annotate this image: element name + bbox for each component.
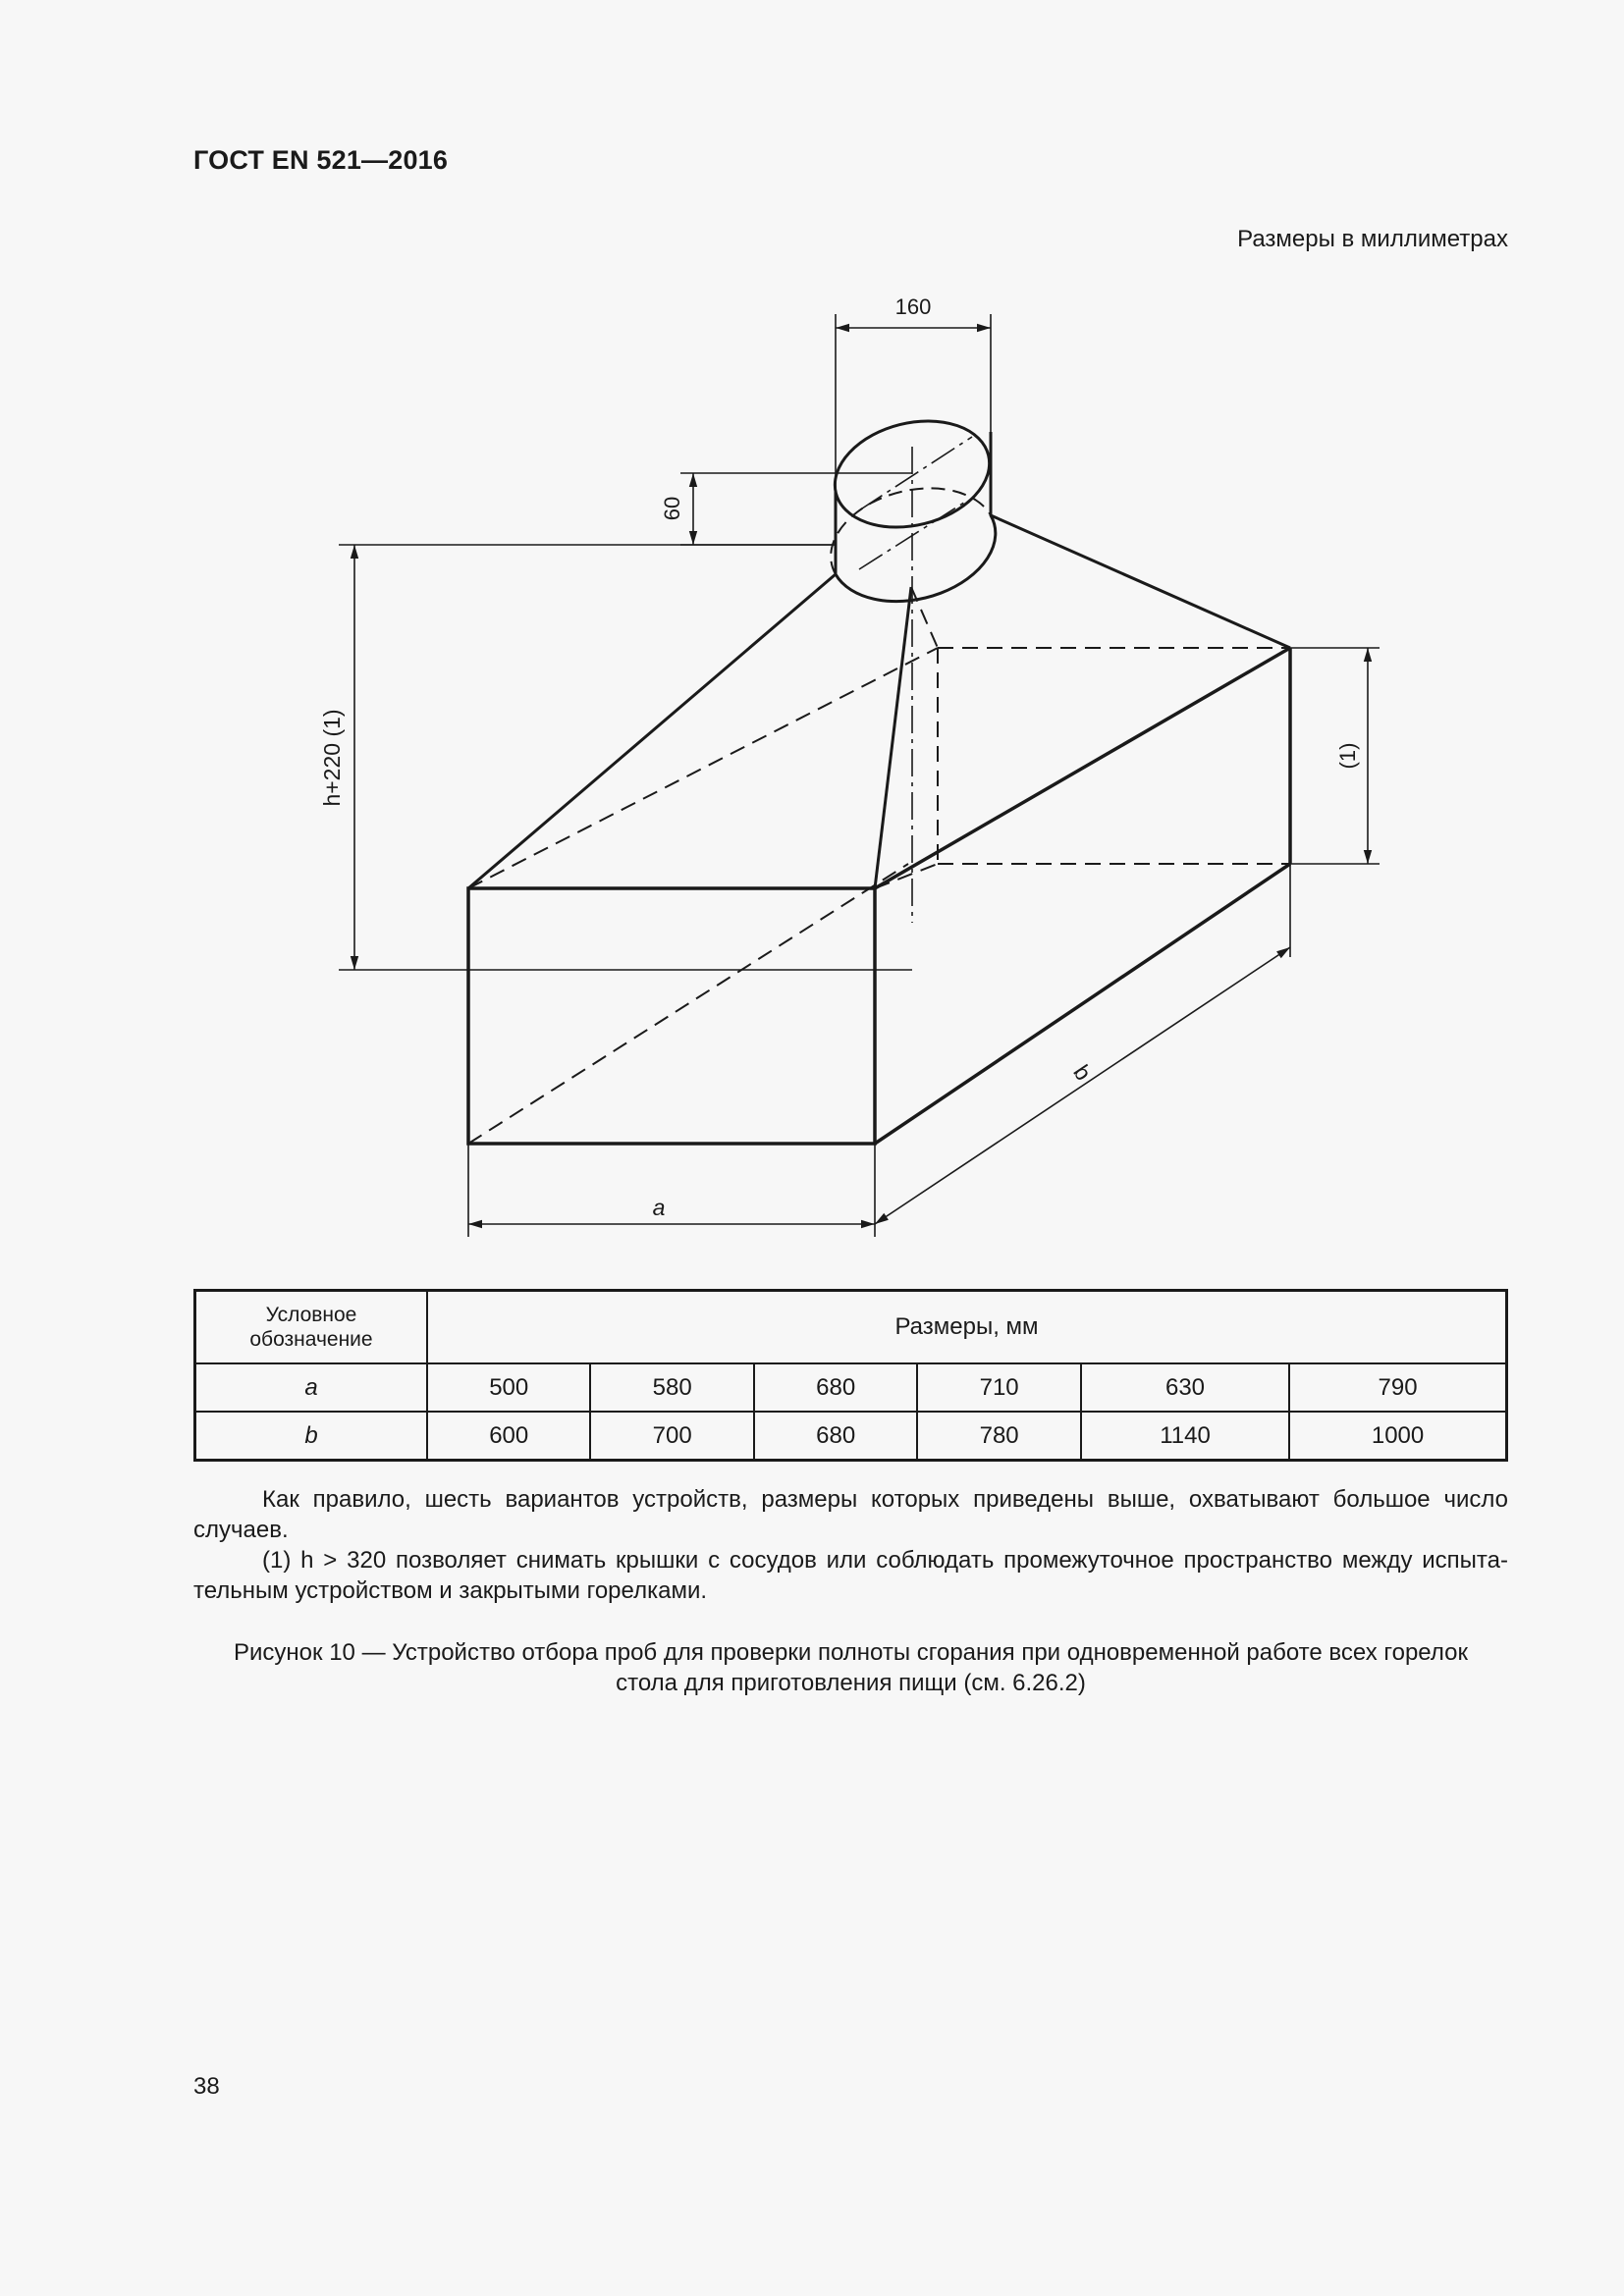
table-header-row [195,1291,1507,1364]
note-paragraph-1: Как правило, шесть вариантов устройств, размеры которых приведены выше, охватывают большое число случаев. [193,1486,1508,1543]
dim-60-label: 60 [660,496,684,521]
header-symbol-cell [195,1291,428,1364]
notes [193,1484,1508,1606]
outlet-body [836,432,996,602]
table-cell: 790 [1289,1363,1506,1412]
table-cell: 580 [590,1363,753,1412]
dim-a-label: a [652,1195,666,1220]
table-cell: 780 [917,1412,1080,1461]
row-symbol: b [195,1412,428,1461]
row-symbol: a [195,1363,428,1412]
dim-60-lines [680,473,912,545]
table-row [195,1363,1507,1412]
hidden-edges [468,587,1290,1144]
figure-caption [193,1637,1508,1698]
dim-a-lines [468,1144,875,1237]
dim-160-label: 160 [894,294,932,319]
table-cell: 1000 [1289,1412,1506,1461]
table-cell: 700 [590,1412,753,1461]
table-cell: 500 [427,1363,590,1412]
caption-line-1: Рисунок 10 — Устройство отбора проб для проверки полноты сгорания при одновременной работе всех горелок [234,1639,1468,1666]
header-symbol-line2: обозначение [249,1328,373,1351]
box-front-face [468,888,875,1144]
dim-h-label: h+220 (1) [319,709,345,807]
dim-160-lines [836,314,991,491]
table-cell: 1140 [1081,1412,1289,1461]
table-cell: 710 [917,1363,1080,1412]
box-bottom-right-edge [875,864,1290,1144]
center-lines [859,437,972,923]
dim-h-lines [339,545,912,970]
table-cell: 680 [754,1412,917,1461]
page-number: 38 [193,2073,220,2100]
hood-left-edge [468,574,836,888]
outlet-bottom-hidden [831,488,991,574]
table-row [195,1412,1507,1461]
table-cell: 680 [754,1363,917,1412]
units-note: Размеры в миллиметрах [1237,226,1508,252]
document-header: ГОСТ EN 521—2016 [193,145,449,175]
dim-b-label: b [1068,1059,1097,1086]
hood-right-edge [991,515,1290,648]
header-symbol-line1: Условное [265,1304,357,1326]
header-sizes-cell: Размеры, мм [427,1291,1507,1364]
table-cell: 600 [427,1412,590,1461]
dim-1-label: (1) [1335,742,1360,770]
table-cell: 630 [1081,1363,1289,1412]
note-paragraph-2: (1) h > 320 позволяет снимать крышки с сосудов или соблюдать промежуточное пространство между испыта-тельным устройством и закрытыми горелками. [193,1547,1508,1604]
hood-front-edge [875,587,911,888]
dim-b-lines [875,864,1290,1224]
dimensions-table [193,1289,1508,1462]
caption-line-2: стола для приготовления пищи (см. 6.26.2) [616,1670,1086,1696]
